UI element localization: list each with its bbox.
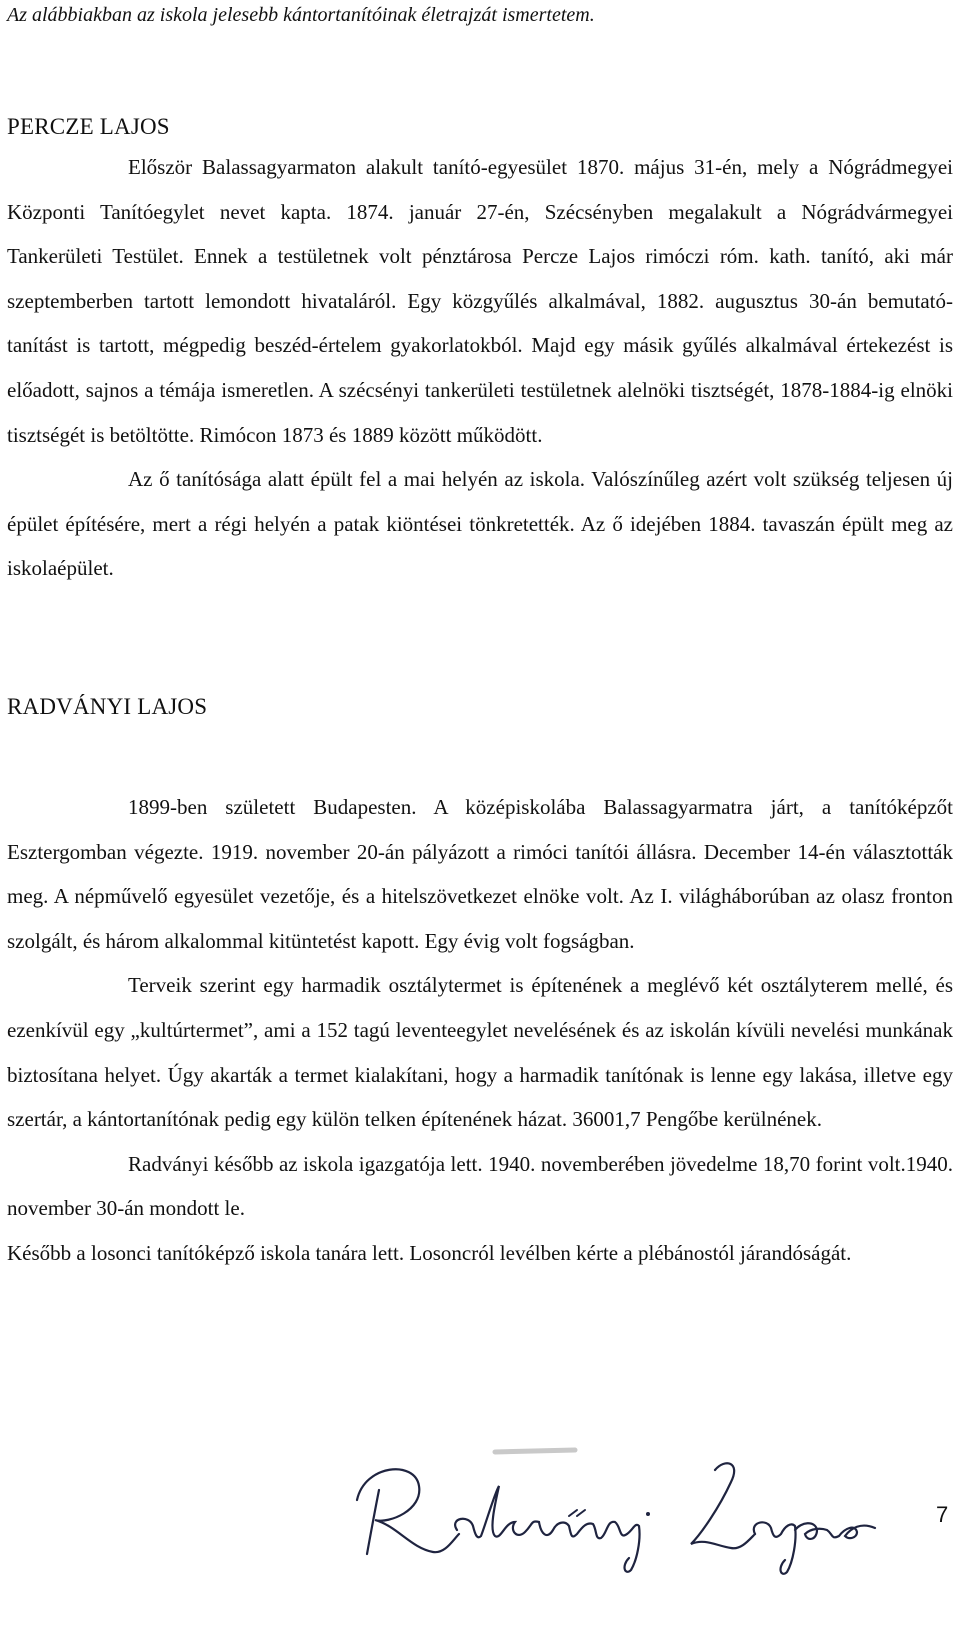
signature-image: [345, 1430, 905, 1580]
paragraph: Radványi később az iskola igazgatója lett. 1940. novemberében jövedelme 18,70 forint volt.1940. november 30-án mondott le.: [7, 1151, 953, 1221]
paragraph: Később a losonci tanítóképző iskola tanára lett. Losoncról levélben kérte a plébánostól járandóságát.: [7, 1240, 852, 1265]
section-heading-radvanyi: RADVÁNYI LAJOS: [7, 694, 208, 719]
paragraph: Az ő tanítósága alatt épült fel a mai helyén az iskola. Valószínűleg azért volt szükség teljesen új épület építésére, mert a régi helyén a patak kiöntései tönkretették. Az ő idejében 1884. tavaszán épült meg az iskolaépület.: [7, 467, 953, 581]
intro-text: Az alábbiakban az iskola jelesebb kántortanítóinak életrajzát ismertetem.: [7, 4, 595, 26]
handwritten-signature: [345, 1430, 905, 1580]
paragraph: Először Balassagyarmaton alakult tanító-egyesület 1870. május 31-én, mely a Nógrádmegyei Központi Tanítóegylet nevet kapta. 1874. január 27-én, Szécsényben megalakult a Nógrádvármegyei Tankerületi Testület. Ennek a testületnek volt pénztárosa Percze Lajos rimóczi róm. kath. tanító, aki már szeptemberben tartott lemondott hivataláról. Egy közgyűlés alkalmával, 1882. augusztus 30-án bemutató-tanítást is tartott, mégpedig beszéd-értelem gyakorlatokból. Majd egy másik gyűlés alkalmával értekezést is előadott, sajnos a témája ismeretlen. A szécsényi tankerületi testületnek alelnöki tisztségét, 1878-1884-ig elnöki tisztségét is betöltötte. Rimócon 1873 és 1889 között működött.: [7, 155, 953, 447]
paragraph: 1899-ben született Budapesten. A középiskolába Balassagyarmatra járt, a tanítóképzőt Esztergomban végezte. 1919. november 20-án pályázott a rimóci tanítói állásra. December 14-én választották meg. A népművelő egyesület vezetője, és a hitelszövetkezet elnöke volt. Az I. világháborúban az olasz fronton szolgált, és három alkalommal kitüntetést kapott. Egy évig volt fogságban.: [7, 795, 953, 953]
paragraph: Terveik szerint egy harmadik osztálytermet is építenének a meglévő két osztályterem mellé, és ezenkívül egy „kultúrtermet”, ami a 152 tagú leventeegylet nevelésének és az iskolán kívüli nevelési munkának biztosítana helyet. Úgy akarták a termet kialakítani, hogy a harmadik tanítónak is lenne egy lakása, illetve egy szertár, a kántortanítónak pedig egy külön telken építenének házat. 36001,7 Pengőbe kerülnének.: [7, 973, 953, 1132]
section-body-percze: [7, 145, 953, 591]
page-number: 7: [936, 1502, 949, 1527]
section-heading-percze: PERCZE LAJOS: [7, 114, 170, 139]
section-body-radvanyi: [7, 785, 953, 1276]
